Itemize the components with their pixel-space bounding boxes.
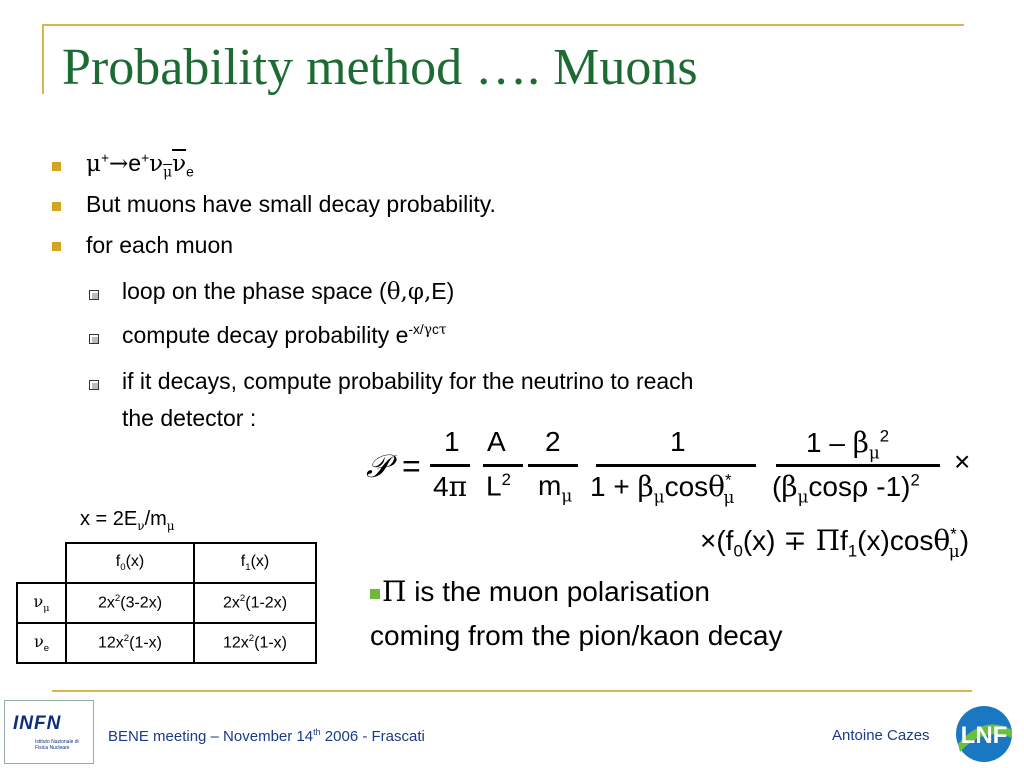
frac5-num: $1 - \beta_\mu^2$ xyxy=(806,426,890,463)
bullet-for-each-muon: for each muon xyxy=(86,232,234,258)
sub-bullet-neutrino-reach: if it decays, compute probability for the neutrino to reach xyxy=(122,368,694,394)
frac3-num: 2 xyxy=(545,426,561,457)
bullet-muon-decay: $\mu^+\to e^+\nu_{\overline{\mu}}\overline{\nu}_e$ xyxy=(86,150,194,181)
title-frame-top xyxy=(42,24,964,26)
frac1-bar xyxy=(430,464,470,467)
frac4-bar xyxy=(596,464,756,467)
frac4-den: $1 + \beta_\mu\cos\theta^*_\mu$ xyxy=(590,470,735,507)
table-cell: $2x^2(1-2x)$ xyxy=(194,583,316,623)
table-row xyxy=(17,583,316,623)
infn-logo: INFN Istituto Nazionale di Fisica Nucleare xyxy=(4,700,94,764)
title-frame-left xyxy=(42,24,44,94)
footer-meeting: BENE meeting – November 14th 2006 - Frascati xyxy=(108,727,425,745)
svg-text:LNF: LNF xyxy=(960,722,1008,749)
formula-lhs: 𝒫 xyxy=(366,448,390,484)
frac3-den: $m_\mu$ xyxy=(538,470,573,506)
table-row-label: $\nu_\mu$ xyxy=(17,583,66,623)
sub-bullet-box-icon xyxy=(89,290,99,300)
frac1-den: 4π xyxy=(433,470,467,503)
table-corner-cell xyxy=(17,543,66,583)
formula-equals: = xyxy=(402,448,421,484)
table-header-f1: $f_1(x)$ xyxy=(194,543,316,583)
frac5-bar xyxy=(776,464,940,467)
green-square-icon xyxy=(370,589,380,599)
x-definition: $x = 2E_\nu/m_\mu$ xyxy=(80,508,175,533)
formula-line2: $\times(f_0(x) \mp \Pi f_1(x)\cos\theta^*_\mu)$ xyxy=(700,524,970,561)
sub-bullet-decay-probability: compute decay probability $e^{-x/\gamma c\tau}$ xyxy=(122,322,447,348)
formula-times: × xyxy=(954,446,971,477)
footer-author: Antoine Cazes xyxy=(832,727,930,744)
sub-bullet-phase-space: loop on the phase space (θ,φ,E) xyxy=(122,278,455,305)
frac2-den: $L^2$ xyxy=(486,470,511,502)
frac1-num: 1 xyxy=(444,426,460,457)
sub-bullet-box-icon xyxy=(89,380,99,390)
table-row-label: $\nu_e$ xyxy=(17,623,66,663)
polarisation-note: Π is the muon polarisation coming from the pion/kaon decay xyxy=(370,575,783,651)
bullet-square-icon xyxy=(52,162,61,171)
table-header-row xyxy=(17,543,316,583)
frac2-num: A xyxy=(487,426,506,457)
sub-bullet-box-icon xyxy=(89,334,99,344)
lnf-logo xyxy=(950,704,1018,764)
frac5-den: ($\beta_\mu\cos\rho$ -1)$^2$ xyxy=(772,470,920,507)
sub-bullet-neutrino-reach-cont: the detector : xyxy=(122,405,257,431)
table-row xyxy=(17,623,316,663)
neutrino-function-table xyxy=(16,542,317,664)
table-cell: $12x^2(1-x)$ xyxy=(66,623,194,663)
bullet-small-probability: But muons have small decay probability. xyxy=(86,191,496,217)
table-cell: $2x^2(3-2x)$ xyxy=(66,583,194,623)
frac2-bar xyxy=(483,464,523,467)
table-header-f0: $f_0(x)$ xyxy=(66,543,194,583)
bullet-square-icon xyxy=(52,202,61,211)
frac4-num: 1 xyxy=(670,426,686,457)
frac3-bar xyxy=(528,464,578,467)
footer-divider xyxy=(52,690,972,692)
bullet-square-icon xyxy=(52,242,61,251)
slide-title: Probability method …. Muons xyxy=(62,39,698,96)
table-cell: $12x^2(1-x)$ xyxy=(194,623,316,663)
